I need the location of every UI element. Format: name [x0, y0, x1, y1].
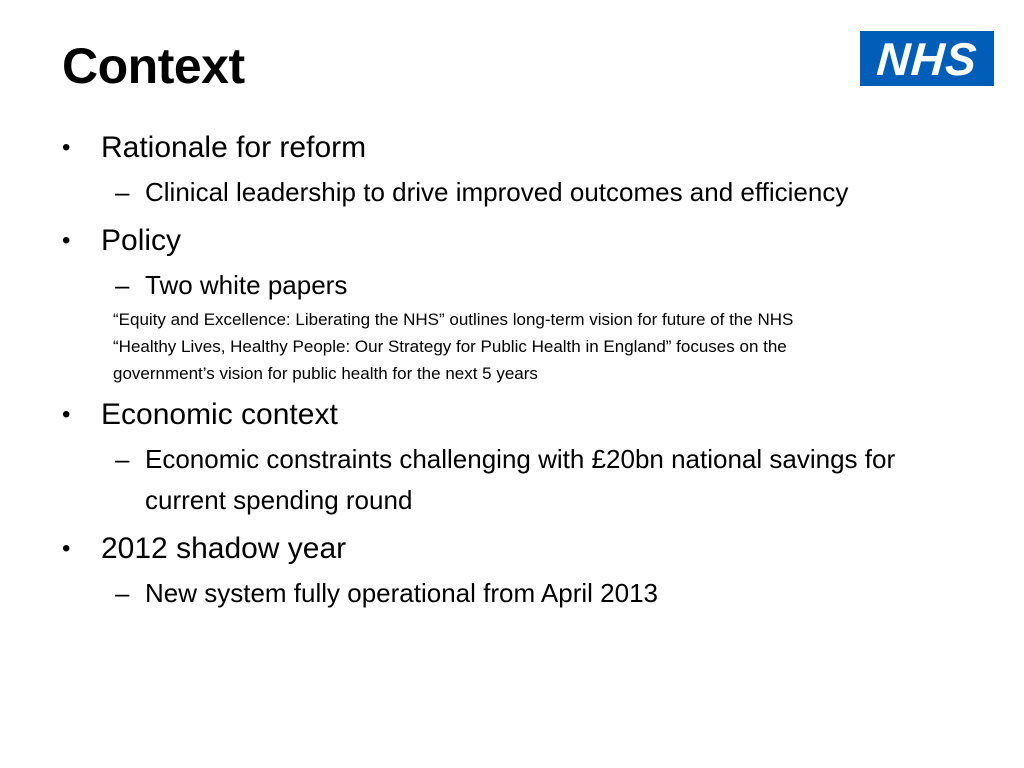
nhs-logo [860, 31, 994, 86]
sub-item-label: Economic constraints challenging with £20bn national savings for current spending round [145, 444, 896, 515]
bullet-icon: • [62, 401, 71, 428]
note-line: “Equity and Excellence: Liberating the NHS” outlines long-term vision for future of the NHS [113, 310, 794, 329]
sub-item-label: Clinical leadership to drive improved outcomes and efficiency [145, 177, 849, 207]
bullet-item-policy [62, 221, 972, 261]
slide-body [62, 128, 972, 614]
bullet-item-rationale [62, 128, 972, 168]
bullet-icon: • [62, 535, 71, 562]
sub-item-label: New system fully operational from April 2013 [145, 578, 659, 608]
bullet-icon: • [62, 227, 71, 254]
note-line: “Healthy Lives, Healthy People: Our Strategy for Public Health in England” focuses on the [113, 337, 787, 356]
bullet-item-economic-context [62, 395, 972, 435]
sub-item-label: Two white papers [145, 270, 348, 300]
white-papers-notes [62, 306, 972, 387]
note-line: government’s vision for public health for the next 5 years [113, 364, 538, 383]
bullet-label: Rationale for reform [101, 131, 367, 164]
dash-icon: – [115, 177, 130, 207]
bullet-icon: • [62, 134, 71, 161]
sub-item-economic-constraints [62, 439, 972, 521]
dash-icon: – [115, 270, 130, 300]
slide-title: Context [62, 38, 245, 94]
bullet-label: Policy [101, 224, 182, 257]
sub-item-new-system [62, 573, 972, 614]
bullet-label: 2012 shadow year [101, 532, 347, 565]
sub-item-white-papers [62, 265, 972, 306]
nhs-logo-text: NHS [875, 32, 979, 85]
sub-item-clinical-leadership [62, 172, 972, 213]
dash-icon: – [115, 578, 130, 608]
dash-icon: – [115, 444, 130, 474]
bullet-label: Economic context [101, 398, 338, 431]
bullet-item-shadow-year [62, 529, 972, 569]
